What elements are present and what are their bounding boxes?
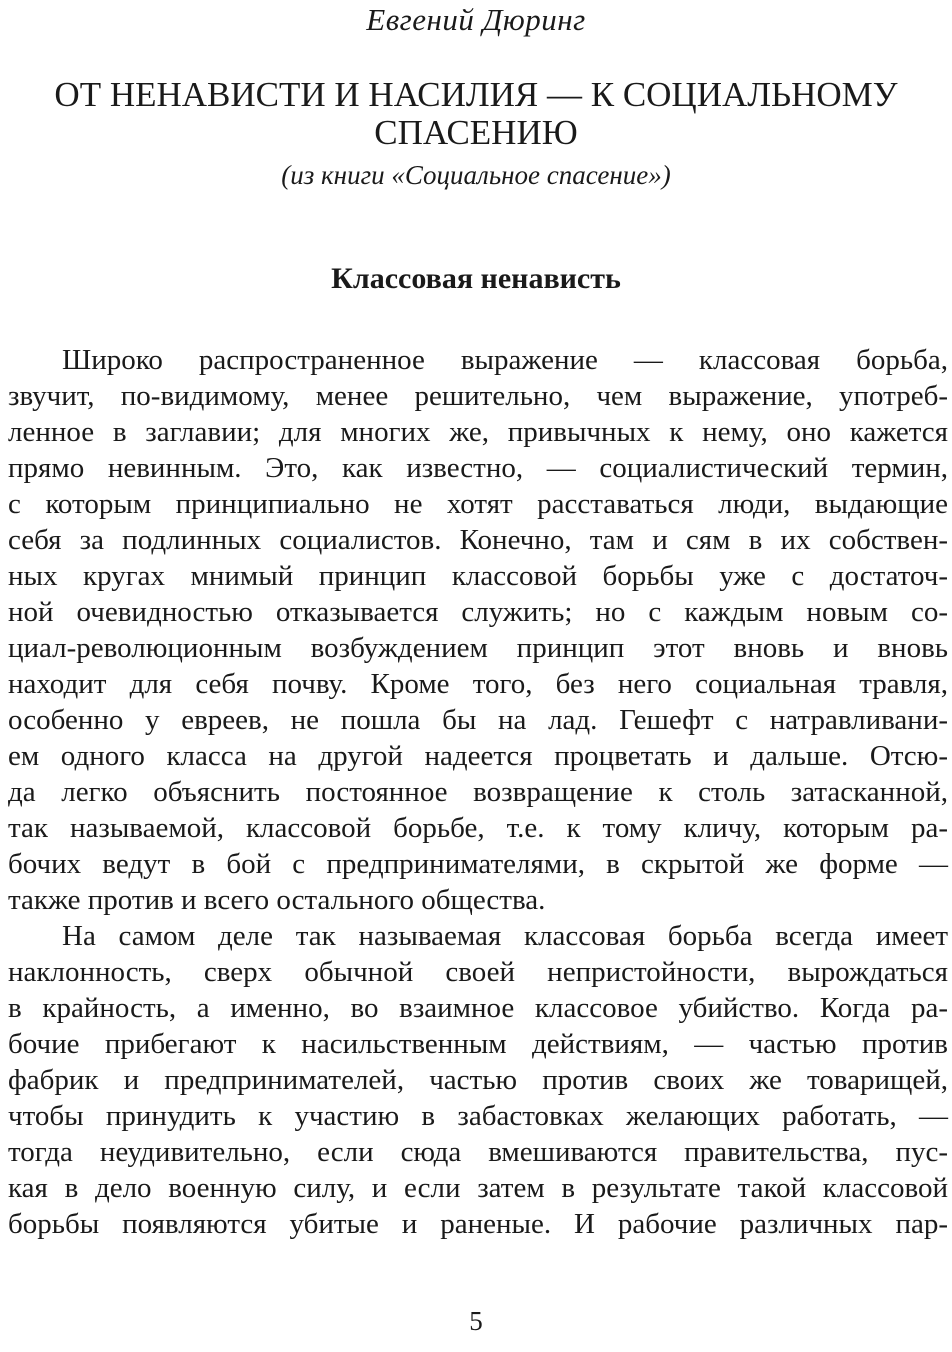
section-title: Классовая ненависть — [331, 262, 621, 295]
chapter-title-line: ОТ НЕНАВИСТИ И НАСИЛИЯ — К СОЦИАЛЬНОМУ — [54, 75, 898, 114]
text-line: находит для себя почву. Кроме того, без него социальная травля, — [8, 668, 948, 700]
paragraph-2 — [8, 918, 948, 1242]
chapter-subtitle: (из книги «Социальное спасение») — [281, 160, 671, 190]
chapter-title — [30, 76, 922, 152]
text-line: в крайность, а именно, во взаимное классовое убийство. Когда ра- — [8, 992, 948, 1024]
body-text — [8, 342, 948, 1242]
text-line: себя за подлинных социалистов. Конечно, там и сям в их собствен- — [8, 524, 948, 556]
text-line: звучит, по-видимому, менее решительно, чем выражение, употреб- — [8, 380, 948, 412]
text-line: фабрик и предпринимателей, частью против своих же товарищей, — [8, 1064, 948, 1096]
text-line: да легко объяснить постоянное возвращение к столь затасканной, — [8, 776, 948, 808]
text-line: ных кругах мнимый принцип классовой борьбы уже с достаточ- — [8, 560, 948, 592]
text-line: также против и всего остального общества. — [8, 884, 546, 916]
text-line: прямо невинным. Это, как известно, — социалистический термин, — [8, 452, 948, 484]
text-line: ной очевидностью отказывается служить; но с каждым новым со- — [8, 596, 948, 628]
text-line: тогда неудивительно, если сюда вмешиваются правительства, пус- — [8, 1136, 948, 1168]
text-line: бочие прибегают к насильственным действиям, — частью против — [8, 1028, 948, 1060]
chapter-title-line: СПАСЕНИЮ — [374, 113, 578, 152]
text-line: бочих ведут в бой с предпринимателями, в скрытой же форме — — [8, 848, 948, 880]
text-line: кая в дело военную силу, и если затем в результате такой классовой — [8, 1172, 948, 1204]
text-line: так называемой, классовой борьбе, т.е. к тому кличу, которым ра- — [8, 812, 948, 844]
text-line: борьбы появляются убитые и раненые. И рабочие различных пар- — [8, 1208, 948, 1240]
text-line: ем одного класса на другой надеется процветать и дальше. Отсю- — [8, 740, 948, 772]
page-number: 5 — [469, 1306, 483, 1336]
text-line: с которым принципиально не хотят расставаться люди, выдающие — [8, 488, 948, 520]
text-line: особенно у евреев, не пошла бы на лад. Гешефт с натравливани- — [8, 704, 948, 736]
text-line: ленное в заглавии; для многих же, привычных к нему, оно кажется — [8, 416, 948, 448]
text-line: чтобы принудить к участию в забастовках желающих работать, — — [8, 1100, 948, 1132]
text-line: наклонность, сверх обычной своей непристойности, вырождаться — [8, 956, 948, 988]
text-line: На самом деле так называемая классовая борьба всегда имеет — [62, 920, 948, 952]
text-line: Широко распространенное выражение — классовая борьба, — [62, 344, 948, 376]
text-line: циал-революционным возбуждением принцип этот вновь и вновь — [8, 632, 948, 664]
author-name: Евгений Дюринг — [366, 2, 586, 37]
paragraph-1 — [8, 342, 948, 918]
